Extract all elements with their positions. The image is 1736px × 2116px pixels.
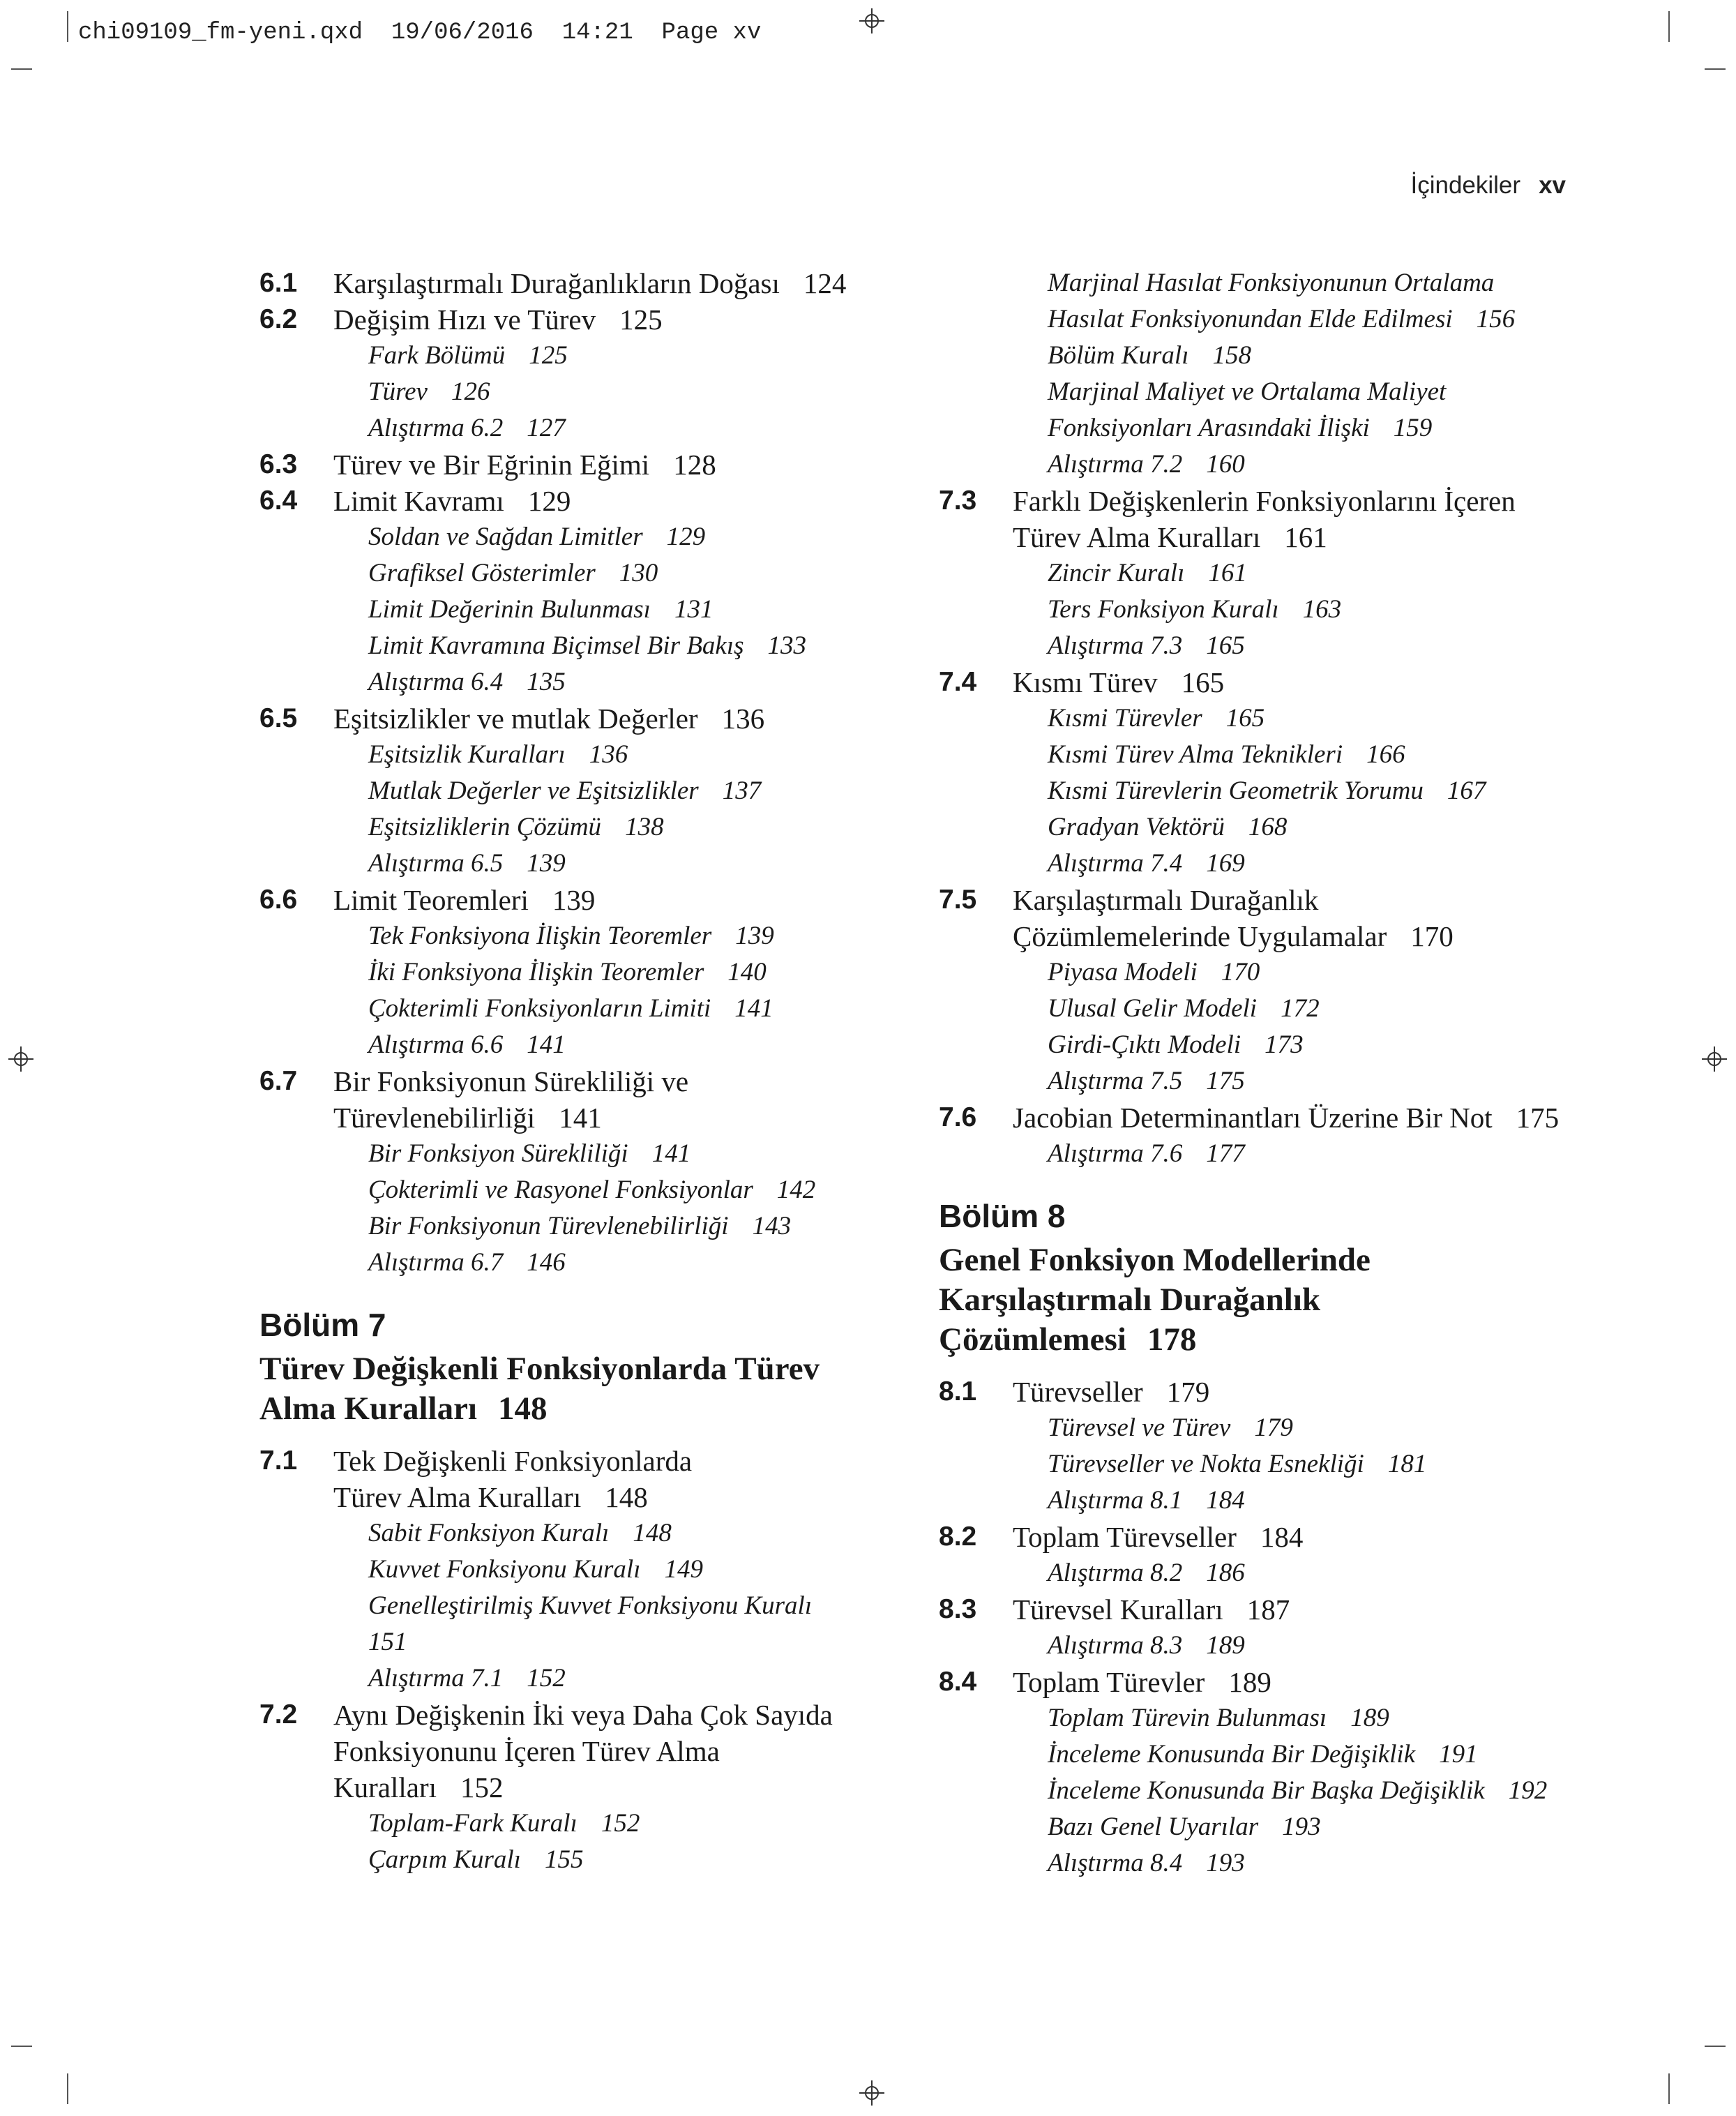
chapter-title[interactable]	[939, 1240, 1580, 1360]
entry-title-line: Karşılaştırmalı Durağanlık	[1013, 884, 1319, 916]
toc-subsection[interactable]	[939, 1136, 1580, 1172]
page-number: 149	[664, 1555, 703, 1584]
running-head-title: İçindekiler	[1410, 172, 1521, 199]
entry-title-line: İki Fonksiyona İlişkin Teoremler	[368, 958, 704, 986]
entry-title-line: Kısmı Türev	[1013, 666, 1158, 698]
page-number: 152	[460, 1771, 504, 1803]
page-number: 166	[1366, 740, 1405, 769]
toc-section[interactable]	[939, 1374, 1580, 1410]
registration-mark-icon	[859, 8, 884, 33]
page-number: 170	[1410, 920, 1454, 952]
section-number: 6.7	[259, 1066, 298, 1096]
toc-subsection[interactable]	[259, 664, 901, 700]
crop-mark	[11, 2046, 32, 2047]
section-number: 6.5	[259, 703, 298, 733]
page-number: 146	[527, 1248, 566, 1277]
entry-title-line: Türev ve Bir Eğrinin Eğimi	[333, 449, 650, 481]
entry-title-line: Çokterimli ve Rasyonel Fonksiyonlar	[368, 1176, 753, 1204]
toc-subsection[interactable]	[939, 1483, 1580, 1519]
toc-subsection[interactable]	[259, 1027, 901, 1063]
entry-title-line: Alıştırma 6.2	[368, 414, 504, 442]
toc-section[interactable]	[259, 1443, 901, 1515]
entry-title-line: Fark Bölümü	[368, 341, 506, 370]
entry-title-line: Karşılaştırmalı Durağanlıkların Doğası	[333, 267, 780, 299]
entry-title-line: Eşitsizlikler ve mutlak Değerler	[333, 703, 698, 735]
toc-section[interactable]	[939, 1591, 1580, 1628]
page-number: 193	[1206, 1849, 1245, 1877]
page-number: 133	[767, 631, 807, 660]
toc-subsection[interactable]	[939, 628, 1580, 664]
page-number: 179	[1166, 1376, 1210, 1408]
page-number: 161	[1208, 559, 1247, 587]
toc-subsection[interactable]	[259, 809, 901, 846]
section-number: 7.5	[939, 885, 977, 915]
toc-subsection[interactable]	[259, 374, 901, 410]
entry-title-line: Türevsel Kuralları	[1013, 1593, 1223, 1626]
page-number: 136	[589, 740, 628, 769]
toc-section[interactable]	[259, 265, 901, 301]
page-number: 143	[752, 1212, 792, 1240]
toc-section[interactable]	[259, 483, 901, 519]
toc-subsection[interactable]	[259, 1842, 901, 1878]
entry-title-line: Alıştırma 7.3	[1048, 631, 1183, 660]
entry-title-line: Marjinal Maliyet ve Ortalama Maliyet	[1048, 377, 1447, 406]
toc-subsection[interactable]	[939, 592, 1580, 628]
entry-title-line: Ters Fonksiyon Kuralı	[1048, 595, 1279, 624]
entry-title-line: Limit Kavramına Biçimsel Bir Bakış	[368, 631, 744, 660]
section-number: 7.3	[939, 486, 977, 516]
entry-title-line: Toplam Türevseller	[1013, 1521, 1237, 1553]
page-number: 165	[1181, 666, 1225, 698]
section-number: 8.2	[939, 1522, 977, 1552]
page-number: 189	[1228, 1666, 1271, 1698]
page-number: 130	[619, 559, 658, 587]
entry-title-line: Sabit Fonksiyon Kuralı	[368, 1519, 610, 1547]
section-number: 6.1	[259, 268, 298, 298]
entry-title-line: Bir Fonksiyonun Sürekliliği ve	[333, 1065, 689, 1097]
page-number: 139	[552, 884, 596, 916]
page-number: 178	[1147, 1321, 1197, 1358]
section-number: 7.4	[939, 667, 977, 697]
entry-title-line: Türevsel ve Türev	[1048, 1413, 1231, 1442]
page-number: 128	[673, 449, 716, 481]
page-number: 124	[803, 267, 847, 299]
page-number: 155	[544, 1845, 584, 1874]
toc-subsection[interactable]	[259, 1172, 901, 1208]
page-number: 137	[722, 776, 762, 805]
entry-title-line: Kısmi Türevler	[1048, 704, 1202, 733]
page-number: 184	[1260, 1521, 1304, 1553]
crop-mark	[1705, 68, 1726, 70]
section-number: 8.4	[939, 1667, 977, 1697]
registration-mark-icon	[8, 1046, 33, 1072]
toc-subsection[interactable]	[939, 1736, 1580, 1773]
page-number: 141	[527, 1030, 566, 1059]
toc-section[interactable]	[939, 483, 1580, 555]
chapter-heading	[259, 1305, 901, 1429]
entry-title-line: Eşitsizliklerin Çözümü	[368, 813, 602, 841]
chapter-title-line: Alma Kuralları	[259, 1390, 477, 1427]
entry-title-line: Tek Değişkenli Fonksiyonlarda	[333, 1445, 693, 1477]
entry-title-line: Türev	[368, 377, 428, 406]
entry-title-line: Mutlak Değerler ve Eşitsizlikler	[368, 776, 699, 805]
chapter-label: Bölüm 8	[939, 1198, 1066, 1234]
toc-subsection[interactable]	[939, 1809, 1580, 1845]
crop-mark	[11, 68, 32, 70]
toc-subsection[interactable]	[939, 555, 1580, 592]
page-number: 177	[1206, 1139, 1245, 1168]
page-number: 139	[527, 849, 566, 878]
chapter-heading	[939, 1196, 1580, 1360]
toc-section[interactable]	[259, 301, 901, 338]
entry-title-line: Kuvvet Fonksiyonu Kuralı	[368, 1555, 641, 1584]
section-number: 6.2	[259, 304, 298, 334]
entry-title-line: Gradyan Vektörü	[1048, 813, 1225, 841]
entry-title-line: Fonksiyonunu İçeren Türev Alma	[333, 1735, 720, 1767]
entry-title-line: Alıştırma 8.2	[1048, 1559, 1183, 1587]
toc-subsection[interactable]	[939, 1063, 1580, 1100]
toc-subsection[interactable]	[939, 374, 1580, 447]
entry-title-line: Kısmi Türev Alma Teknikleri	[1048, 740, 1343, 769]
toc-subsection[interactable]	[259, 1245, 901, 1281]
page-number: 151	[368, 1628, 407, 1656]
toc-section[interactable]	[939, 882, 1580, 954]
toc-section[interactable]	[939, 1519, 1580, 1555]
printer-slug: chi09109_fm-yeni.qxd 19/06/2016 14:21 Page xv	[78, 20, 762, 46]
entry-title-line: Alıştırma 6.4	[368, 668, 504, 696]
entry-title-line: Alıştırma 8.3	[1048, 1631, 1183, 1660]
toc-section[interactable]	[259, 447, 901, 483]
toc-subsection[interactable]	[939, 338, 1580, 374]
page-number: 187	[1246, 1593, 1290, 1626]
toc-section[interactable]	[939, 1100, 1580, 1136]
entry-title-line: Farklı Değişkenlerin Fonksiyonlarını İçeren	[1013, 485, 1516, 517]
entry-title-line: İnceleme Konusunda Bir Başka Değişiklik	[1048, 1776, 1485, 1805]
entry-title-line: Toplam Türevin Bulunması	[1048, 1704, 1327, 1732]
toc-section[interactable]	[259, 1063, 901, 1136]
crop-mark	[1668, 2073, 1670, 2104]
page-number: 141	[559, 1102, 602, 1134]
entry-title-line: Çarpım Kuralı	[368, 1845, 521, 1874]
toc-section[interactable]	[259, 882, 901, 918]
page-number: 175	[1206, 1067, 1245, 1095]
page-number: 158	[1212, 341, 1251, 370]
page-number: 186	[1206, 1559, 1245, 1587]
toc-subsection[interactable]	[259, 1588, 901, 1660]
page-number: 136	[721, 703, 765, 735]
entry-title-line: İnceleme Konusunda Bir Değişiklik	[1048, 1740, 1416, 1769]
toc-subsection[interactable]	[939, 1027, 1580, 1063]
entry-title-line: Bazı Genel Uyarılar	[1048, 1813, 1259, 1841]
toc-subsection[interactable]	[259, 1552, 901, 1588]
registration-mark-icon	[859, 2080, 884, 2106]
crop-mark	[67, 2073, 68, 2104]
page-number: 175	[1516, 1102, 1560, 1134]
entry-title-line: Türev Alma Kuralları	[333, 1481, 582, 1513]
toc-subsection[interactable]	[259, 1208, 901, 1245]
entry-title-line: Alıştırma 7.5	[1048, 1067, 1183, 1095]
toc-right-column	[939, 265, 1580, 1882]
toc-subsection[interactable]	[939, 447, 1580, 483]
page-number: 181	[1387, 1450, 1427, 1478]
toc-left-column	[259, 265, 901, 1878]
chapter-title[interactable]	[259, 1349, 901, 1429]
toc-subsection[interactable]	[259, 954, 901, 991]
toc-subsection[interactable]	[939, 1555, 1580, 1591]
entry-title-line: Türev Alma Kuralları	[1013, 521, 1261, 553]
entry-title-line: Alıştırma 7.2	[1048, 450, 1183, 479]
entry-title-line: Tek Fonksiyona İlişkin Teoremler	[368, 922, 712, 950]
entry-title-line: Ulusal Gelir Modeli	[1048, 994, 1258, 1023]
entry-title-line: Fonksiyonları Arasındaki İlişki	[1048, 414, 1370, 442]
toc-subsection[interactable]	[939, 846, 1580, 882]
page-number: 141	[651, 1139, 691, 1168]
page-number: 126	[451, 377, 490, 406]
chapter-title-line: Genel Fonksiyon Modellerinde	[939, 1242, 1371, 1278]
page-number: 138	[625, 813, 664, 841]
page-number: 131	[674, 595, 714, 624]
toc-subsection[interactable]	[259, 592, 901, 628]
entry-title-line: Kısmi Türevlerin Geometrik Yorumu	[1048, 776, 1424, 805]
crop-mark	[1705, 2046, 1726, 2047]
entry-title-line: Alıştırma 7.4	[1048, 849, 1183, 878]
page-number: 161	[1284, 521, 1327, 553]
section-number: 6.3	[259, 449, 298, 479]
page-number: 139	[735, 922, 774, 950]
section-number: 7.1	[259, 1446, 298, 1476]
toc-subsection[interactable]	[259, 338, 901, 374]
registration-mark-icon	[1702, 1046, 1727, 1072]
toc-subsection[interactable]	[259, 773, 901, 809]
toc-subsection[interactable]	[259, 519, 901, 555]
page-number: 189	[1350, 1704, 1389, 1732]
page-number: 129	[527, 485, 571, 517]
crop-mark	[1668, 11, 1670, 42]
chapter-title-line: Türev Değişkenli Fonksiyonlarda Türev	[259, 1351, 820, 1387]
page-number: 170	[1221, 958, 1260, 986]
page-number: 163	[1302, 595, 1342, 624]
entry-title-line: Limit Kavramı	[333, 485, 504, 517]
crop-mark	[67, 11, 68, 42]
entry-title-line: Türevseller ve Nokta Esnekliği	[1048, 1450, 1364, 1478]
entry-title-line: Alıştırma 6.5	[368, 849, 504, 878]
page-number: 159	[1393, 414, 1433, 442]
page-number: 165	[1225, 704, 1265, 733]
entry-title-line: Alıştırma 7.6	[1048, 1139, 1183, 1168]
toc-subsection[interactable]	[259, 1660, 901, 1697]
entry-title-line: Piyasa Modeli	[1048, 958, 1198, 986]
entry-title-line: Alıştırma 8.1	[1048, 1486, 1183, 1515]
chapter-title-line: Çözümlemesi	[939, 1321, 1126, 1358]
entry-title-line: Türevseller	[1013, 1376, 1143, 1408]
page-number: 189	[1206, 1631, 1245, 1660]
entry-title-line: Grafiksel Gösterimler	[368, 559, 596, 587]
entry-title-line: Bir Fonksiyon Sürekliliği	[368, 1139, 628, 1168]
section-number: 7.2	[259, 1699, 298, 1729]
toc-subsection[interactable]	[259, 1806, 901, 1842]
page-number: 167	[1447, 776, 1486, 805]
toc-subsection[interactable]	[259, 918, 901, 954]
toc-subsection[interactable]	[939, 737, 1580, 773]
page-number: 168	[1248, 813, 1288, 841]
section-number: 6.4	[259, 486, 298, 516]
section-number: 6.6	[259, 885, 298, 915]
section-number: 8.1	[939, 1376, 977, 1406]
toc-section[interactable]	[939, 664, 1580, 700]
entry-title-line: Alıştırma 8.4	[1048, 1849, 1183, 1877]
entry-title-line: Bir Fonksiyonun Türevlenebilirliği	[368, 1212, 729, 1240]
entry-title-line: Alıştırma 7.1	[368, 1664, 504, 1693]
page-number: 191	[1439, 1740, 1478, 1769]
entry-title-line: Marjinal Hasılat Fonksiyonunun Ortalama	[1048, 269, 1495, 297]
page-number: 193	[1282, 1813, 1321, 1841]
toc-subsection[interactable]	[939, 1773, 1580, 1809]
running-head	[1410, 172, 1566, 200]
page-number: 141	[734, 994, 773, 1023]
chapter-label: Bölüm 7	[259, 1307, 386, 1343]
page-number: 148	[498, 1390, 548, 1427]
section-number: 8.3	[939, 1594, 977, 1624]
toc-section[interactable]	[259, 1697, 901, 1806]
page-number: 192	[1508, 1776, 1548, 1805]
entry-title-line: Hasılat Fonksiyonundan Elde Edilmesi	[1048, 305, 1453, 333]
toc-subsection[interactable]	[259, 1515, 901, 1552]
entry-title-line: Genelleştirilmiş Kuvvet Fonksiyonu Kuralı	[368, 1591, 813, 1620]
toc-subsection[interactable]	[259, 991, 901, 1027]
entry-title-line: Alıştırma 6.6	[368, 1030, 504, 1059]
entry-title-line: Çokterimli Fonksiyonların Limiti	[368, 994, 711, 1023]
toc-subsection[interactable]	[939, 809, 1580, 846]
entry-title-line: Değişim Hızı ve Türev	[333, 303, 596, 336]
page-number: 125	[619, 303, 663, 336]
page-number: 142	[776, 1176, 816, 1204]
toc-subsection[interactable]	[259, 846, 901, 882]
toc-subsection[interactable]	[939, 991, 1580, 1027]
entry-title-line: Girdi-Çıktı Modeli	[1048, 1030, 1241, 1059]
entry-title-line: Limit Değerinin Bulunması	[368, 595, 651, 624]
toc-subsection[interactable]	[939, 773, 1580, 809]
entry-title-line: Alıştırma 6.7	[368, 1248, 504, 1277]
page-number: 169	[1206, 849, 1245, 878]
page-number: 156	[1476, 305, 1516, 333]
page-number: 173	[1265, 1030, 1304, 1059]
running-head-page: xv	[1539, 172, 1566, 199]
entry-title-line: Jacobian Determinantları Üzerine Bir Not	[1013, 1102, 1493, 1134]
toc-subsection[interactable]	[939, 1628, 1580, 1664]
chapter-title-line: Karşılaştırmalı Durağanlık	[939, 1282, 1321, 1318]
page-number: 179	[1254, 1413, 1293, 1442]
page-number: 165	[1206, 631, 1245, 660]
toc-subsection[interactable]	[939, 1410, 1580, 1446]
page-number: 148	[605, 1481, 648, 1513]
toc-subsection[interactable]	[939, 700, 1580, 737]
page-number: 152	[527, 1664, 566, 1693]
toc-subsection[interactable]	[259, 628, 901, 664]
entry-title-line: Çözümlemelerinde Uygulamalar	[1013, 920, 1387, 952]
toc-subsection[interactable]	[259, 555, 901, 592]
toc-subsection[interactable]	[939, 1446, 1580, 1483]
entry-title-line: Aynı Değişkenin İki veya Daha Çok Sayıda	[333, 1699, 833, 1731]
page-number: 140	[727, 958, 767, 986]
page-number: 148	[633, 1519, 672, 1547]
entry-title-line: Soldan ve Sağdan Limitler	[368, 523, 643, 551]
entry-title-line: Toplam-Fark Kuralı	[368, 1809, 578, 1838]
page-number: 184	[1206, 1486, 1245, 1515]
entry-title-line: Eşitsizlik Kuralları	[368, 740, 566, 769]
toc-section[interactable]	[939, 1664, 1580, 1700]
toc-subsection[interactable]	[259, 1136, 901, 1172]
section-number: 7.6	[939, 1102, 977, 1132]
page-number: 160	[1206, 450, 1245, 479]
entry-title-line: Zincir Kuralı	[1048, 559, 1185, 587]
page-number: 127	[527, 414, 566, 442]
toc-subsection[interactable]	[939, 265, 1580, 338]
page-number: 172	[1281, 994, 1320, 1023]
page-number: 152	[601, 1809, 640, 1838]
toc-subsection[interactable]	[259, 737, 901, 773]
toc-section[interactable]	[259, 700, 901, 737]
toc-subsection[interactable]	[939, 954, 1580, 991]
page-number: 125	[529, 341, 568, 370]
entry-title-line: Türevlenebilirliği	[333, 1102, 536, 1134]
entry-title-line: Bölüm Kuralı	[1048, 341, 1189, 370]
entry-title-line: Limit Teoremleri	[333, 884, 529, 916]
toc-subsection[interactable]	[259, 410, 901, 447]
entry-title-line: Toplam Türevler	[1013, 1666, 1205, 1698]
entry-title-line: Kuralları	[333, 1771, 437, 1803]
page-number: 135	[527, 668, 566, 696]
toc-subsection[interactable]	[939, 1845, 1580, 1882]
page-number: 129	[666, 523, 706, 551]
toc-subsection[interactable]	[939, 1700, 1580, 1736]
